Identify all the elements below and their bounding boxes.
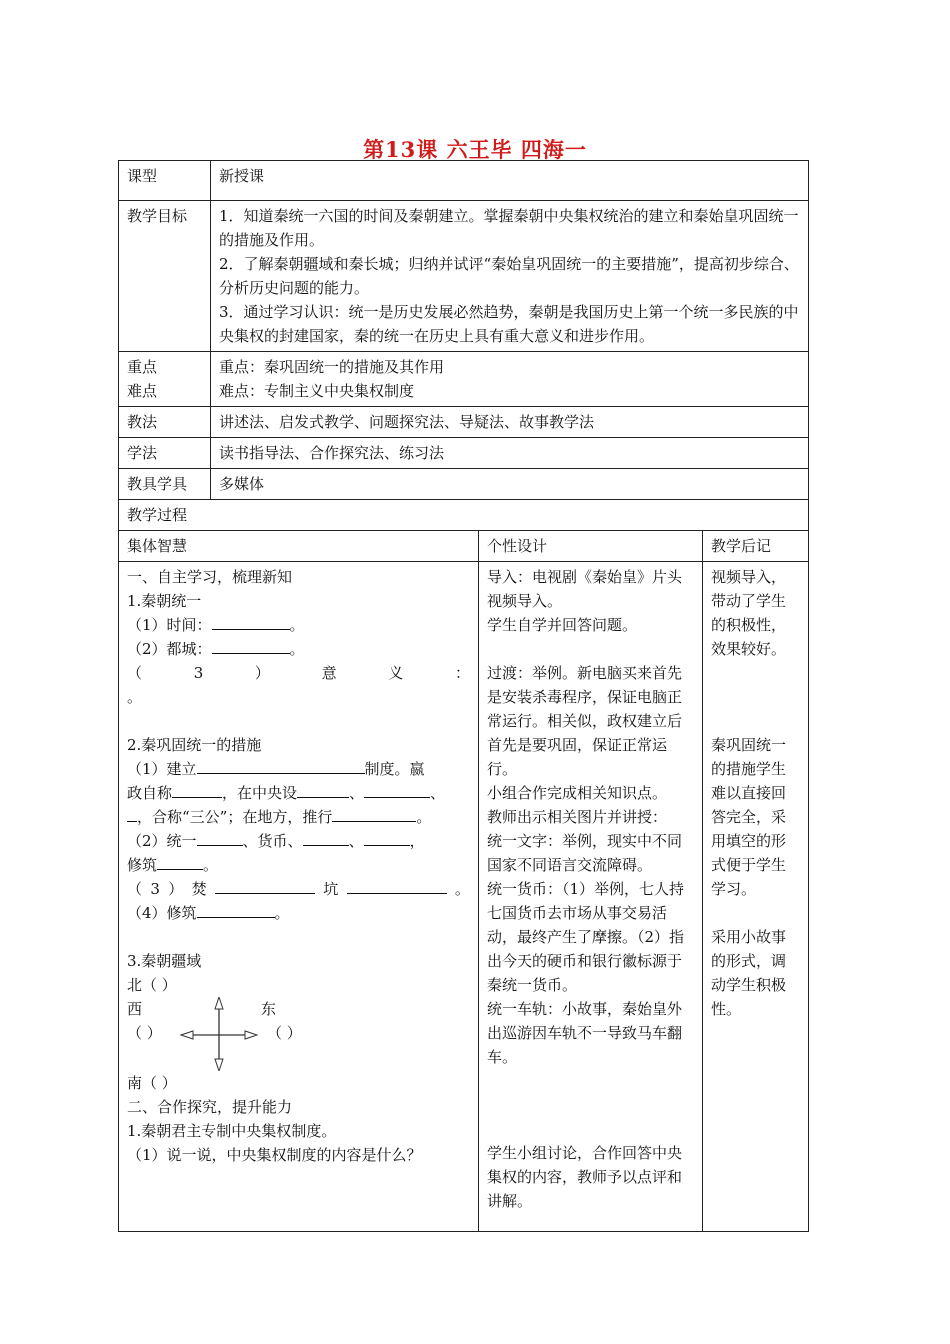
- difficulty-text: 难点：专制主义中央集权制度: [219, 382, 415, 400]
- unify-blank-1: [197, 829, 243, 846]
- row-tools: [119, 469, 809, 500]
- design-transition: 过渡：举例。新电脑买来首先是安装杀毒程序，保证电脑正常运行。相关似，政权建立后首先是要巩固，保证正常运行。: [487, 664, 683, 778]
- period-mark: 。: [289, 616, 305, 634]
- wall-blank: [197, 901, 275, 918]
- measure-3: [127, 877, 470, 901]
- official-blank-3: [127, 805, 137, 822]
- row-lesson-type: [119, 161, 809, 201]
- section-2-1-heading: 1.秦朝君主专制中央集权制度。: [127, 1122, 337, 1140]
- bury-blank: [347, 877, 447, 894]
- text: （4）修筑: [127, 904, 197, 922]
- value-teaching-method: 讲述法、启发式教学、问题探究法、导疑法、故事教学法: [211, 407, 809, 438]
- design-teacher: 教师出示相关图片并讲授：: [487, 808, 668, 826]
- measure-1: [127, 757, 470, 829]
- objective-1: 1．知道秦统一六国的时间及秦朝建立。掌握秦朝中央集权统治的建立和秦始皇巩固统一的措施及作用。: [219, 207, 799, 249]
- value-learning-method: 读书指导法、合作探究法、练习法: [211, 438, 809, 469]
- label-learning-method: 学法: [119, 438, 211, 469]
- objective-2: 2．了解秦朝疆域和秦长城；归纳并试评“秦始皇巩固统一的主要措施”，提高初步综合、分析历史问题的能力。: [219, 255, 799, 297]
- value-key-points: [211, 352, 809, 407]
- compass-east-blank: （ ）: [267, 1024, 302, 1042]
- meaning-part: 义: [388, 664, 404, 682]
- design-intro: 导入：电视剧《秦始皇》片头视频导入。: [487, 568, 683, 610]
- compass-west-blank: （ ）: [127, 1024, 162, 1042]
- unify-blank-2: [303, 829, 349, 846]
- capital-line: [127, 637, 470, 661]
- label-key-points: [119, 352, 211, 407]
- row-objectives: [119, 201, 809, 352]
- collective-wisdom-cell: [119, 562, 479, 1232]
- key-point-text: 重点：秦巩固统一的措施及其作用: [219, 358, 445, 376]
- text: 、货币、: [242, 832, 303, 850]
- header-reflection: 教学后记: [703, 531, 809, 562]
- row-process-content: [119, 562, 809, 1232]
- text: 制度。嬴: [364, 760, 425, 778]
- label-objectives: 教学目标: [119, 201, 211, 352]
- section-1-2-heading: 2.秦巩固统一的措施: [127, 736, 262, 754]
- text: （1）建立: [127, 760, 197, 778]
- objective-3: 3．通过学习认识：统一是历史发展必然趋势，秦朝是我国历史上第一个统一多民族的中央集权的封建国家，秦的统一在历史上具有重大意义和进步作用。: [219, 303, 799, 345]
- section-1-heading: 一、自主学习，梳理新知: [127, 568, 293, 586]
- section-1-3-heading: 3.秦朝疆域: [127, 952, 202, 970]
- compass-south: 南（ ）: [127, 1074, 177, 1092]
- design-writing: 统一文字：举例，现实中不同国家不同语言交流障碍。: [487, 832, 683, 874]
- text: ，: [409, 832, 425, 850]
- meaning-part: 3: [193, 664, 204, 682]
- text: （2）统一: [127, 832, 197, 850]
- text: 坑: [323, 880, 339, 898]
- measure-4: [127, 901, 470, 925]
- meaning-part: ：: [454, 664, 470, 682]
- header-collective: 集体智慧: [119, 531, 479, 562]
- meaning-end: 。: [127, 688, 143, 706]
- text: 修筑: [127, 856, 158, 874]
- row-teaching-method: [119, 407, 809, 438]
- capital-label: （2）都城：: [127, 640, 212, 658]
- text: 。: [203, 856, 219, 874]
- design-self-study: 学生自学并回答问题。: [487, 616, 638, 634]
- design-currency: 统一货币：（1）举例，七人持七国货币去市场从事交易活动，最终产生了摩擦。（2）指出今天的硬币和银行徽标源于秦统一货币。: [487, 880, 685, 994]
- label-lesson-type: 课型: [119, 161, 211, 201]
- section-2-heading: 二、合作探究，提升能力: [127, 1098, 293, 1116]
- text: ，合称“三公”；在地方，推行: [137, 808, 333, 826]
- row-process: [119, 500, 809, 531]
- compass-diagram: [127, 997, 470, 1071]
- compass-north: 北（ ）: [127, 976, 177, 994]
- meaning-part: 意: [321, 664, 337, 682]
- meaning-line: [127, 661, 470, 685]
- county-blank: [332, 805, 416, 822]
- compass-east: 东: [261, 1000, 277, 1018]
- burn-blank: [215, 877, 315, 894]
- header-individual: 个性设计: [479, 531, 703, 562]
- text: 、: [348, 832, 364, 850]
- note-video: 视频导入，带动了学生的积极性，效果较好。: [711, 568, 787, 658]
- system-blank: [197, 757, 365, 774]
- measure-2: [127, 829, 470, 877]
- time-label: （1）时间：: [127, 616, 212, 634]
- text: 、: [349, 784, 365, 802]
- compass-west: 西: [127, 1000, 143, 1018]
- design-discussion: 学生小组讨论，合作回答中央集权的内容，教师予以点评和讲解。: [487, 1144, 683, 1210]
- text: 。: [416, 808, 432, 826]
- design-axle: 统一车轨：小故事，秦始皇外出巡游因车轨不一导致马车翻车。: [487, 1000, 683, 1066]
- time-line: [127, 613, 470, 637]
- text: 。: [274, 904, 290, 922]
- reflection-cell: [703, 562, 809, 1232]
- unify-blank-3: [364, 829, 410, 846]
- text: 3: [150, 880, 160, 898]
- question-1: （1）说一说，中央集权制度的内容是什么？: [127, 1146, 422, 1164]
- official-blank-1: [297, 781, 349, 798]
- text: 。: [454, 880, 470, 898]
- lesson-plan-table: [118, 160, 809, 1232]
- time-blank: [212, 613, 290, 630]
- row-learning-method: [119, 438, 809, 469]
- row-column-headers: [119, 531, 809, 562]
- meaning-part: （: [127, 664, 143, 682]
- compass-arrows-icon: [179, 997, 259, 1071]
- official-blank-2: [364, 781, 430, 798]
- value-lesson-type: 新授课: [211, 161, 809, 201]
- label-teaching-method: 教法: [119, 407, 211, 438]
- title-blank: [172, 781, 222, 798]
- text: ，在中央设: [222, 784, 298, 802]
- lesson-title: 第13课 六王毕 四海一: [363, 137, 587, 162]
- section-1-1-heading: 1.秦朝统一: [127, 592, 202, 610]
- text: ）: [168, 880, 184, 898]
- text: 、: [430, 784, 446, 802]
- text: （: [127, 880, 143, 898]
- label-process: 教学过程: [119, 500, 809, 531]
- capital-blank: [212, 637, 290, 654]
- label-difficulty: 难点: [127, 382, 158, 400]
- row-key-points: [119, 352, 809, 407]
- meaning-part: ）: [254, 664, 270, 682]
- text: 焚: [191, 880, 207, 898]
- individual-design-cell: [479, 562, 703, 1232]
- period-mark: 。: [289, 640, 305, 658]
- value-tools: 多媒体: [211, 469, 809, 500]
- label-key: 重点: [127, 358, 158, 376]
- value-objectives: [211, 201, 809, 352]
- note-story: 采用小故事的形式，调动学生积极性。: [711, 928, 787, 1018]
- note-fill-blank: 秦巩固统一的措施学生难以直接回答完全，采用填空的形式便于学生学习。: [711, 736, 787, 898]
- design-group-work: 小组合作完成相关知识点。: [487, 784, 668, 802]
- text: 政自称: [127, 784, 173, 802]
- build-blank: [157, 853, 203, 870]
- label-tools: 教具学具: [119, 469, 211, 500]
